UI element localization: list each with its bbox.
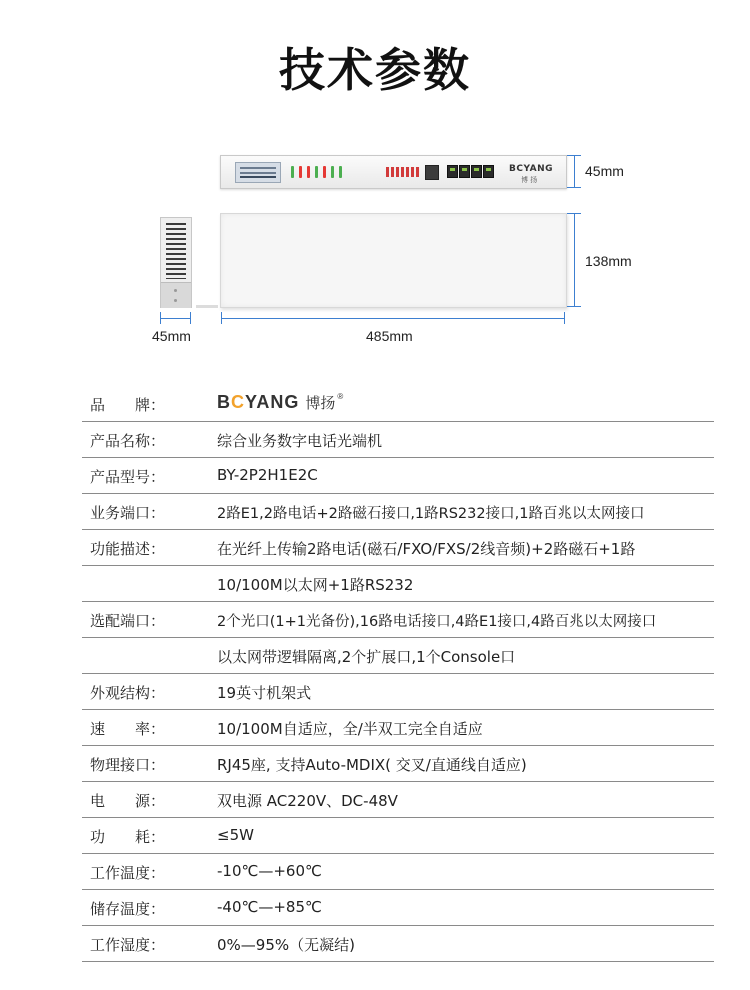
spec-label: 产品名称：: [90, 432, 166, 450]
spec-label: 速 率：: [90, 720, 166, 738]
spec-value: 19英寸机架式: [217, 684, 312, 702]
ethernet-port: [459, 165, 470, 178]
spec-row: [82, 926, 714, 962]
spec-row: [82, 890, 714, 926]
brand-logo: [217, 392, 344, 413]
device-top-view: [220, 213, 567, 308]
spec-row: [82, 566, 714, 602]
spec-value: 0%—95%（无凝结): [217, 936, 355, 954]
spec-label: 储存温度：: [90, 900, 166, 918]
spec-row: [82, 422, 714, 458]
spec-value: 10/100M以太网+1路RS232: [217, 576, 414, 594]
spec-value: 在光纤上传输2路电话(磁石/FXO/FXS/2线音频)+2路磁石+1路: [217, 540, 636, 558]
spec-value: -40℃—+85℃: [217, 898, 322, 916]
spec-label: 产品型号：: [90, 468, 166, 486]
spec-value: BY-2P2H1E2C: [217, 466, 318, 484]
spec-value: ≤5W: [217, 826, 254, 844]
spec-label: 外观结构：: [90, 684, 166, 702]
device-side-view: [160, 217, 192, 308]
spec-value: 10/100M自适应，全/半双工完全自适应: [217, 720, 483, 738]
spec-value: 综合业务数字电话光端机: [217, 432, 383, 450]
dimension-depth: 138mm: [585, 253, 632, 269]
spec-value: 以太网带逻辑隔离,2个扩展口,1个Console口: [217, 648, 516, 666]
dimension-line: [574, 213, 575, 307]
spec-value: 2个光口(1+1光备份),16路电话接口,4路E1接口,4路百兆以太网接口: [217, 614, 657, 630]
spec-row: [82, 674, 714, 710]
spec-row: [82, 458, 714, 494]
status-leds: [291, 162, 347, 182]
spec-label: 工作温度：: [90, 864, 166, 882]
ethernet-port: [483, 165, 494, 178]
panel-label-sticker: [235, 162, 281, 183]
spec-row: [82, 494, 714, 530]
spec-row: [82, 710, 714, 746]
spec-row: [82, 638, 714, 674]
spec-value: RJ45座, 支持Auto-MDIX( 交叉/直通线自适应): [217, 756, 527, 774]
dimension-line: [221, 318, 565, 319]
device-foot: [196, 305, 218, 308]
brand-logo-mark: C: [231, 392, 245, 412]
device-front-panel: [220, 155, 567, 189]
page-title: 技术参数: [279, 43, 471, 97]
spec-table: [82, 386, 714, 962]
spec-label: 功能描述：: [90, 540, 166, 558]
spec-row: [82, 602, 714, 638]
spec-row: [82, 530, 714, 566]
spec-row-brand: [82, 386, 714, 422]
spec-value: -10℃—+60℃: [217, 862, 322, 880]
spec-label: 业务端口：: [90, 504, 166, 522]
front-brand: BCYANG: [509, 164, 554, 174]
brand-logo-text: YANG: [245, 392, 300, 412]
dimension-line: [160, 318, 191, 319]
vent-grill: [166, 223, 186, 279]
registered-mark: ®: [337, 392, 345, 401]
brand-logo-cn: 博扬: [305, 394, 336, 412]
spec-value: 2路E1,2路电话+2路磁石接口,1路RS232接口,1路百兆以太网接口: [217, 506, 645, 522]
brand-logo-text: B: [217, 392, 231, 412]
dip-switch: [386, 167, 420, 177]
ethernet-port: [471, 165, 482, 178]
spec-value: 双电源 AC220V、DC-48V: [217, 792, 398, 810]
front-brand-cn: 博 扬: [521, 176, 538, 184]
spec-label: 工作湿度：: [90, 936, 166, 954]
spec-label: 品 牌：: [90, 396, 166, 414]
dimension-side-width: 45mm: [152, 328, 191, 344]
spec-label: 电 源：: [90, 792, 166, 810]
fiber-port: [425, 165, 439, 180]
spec-label: 选配端口：: [90, 612, 166, 630]
spec-row: [82, 782, 714, 818]
dimension-height: 45mm: [585, 163, 624, 179]
dimension-width: 485mm: [366, 328, 413, 344]
spec-label: 物理接口：: [90, 756, 166, 774]
spec-row: [82, 818, 714, 854]
spec-label: 功 耗：: [90, 828, 166, 846]
dimension-line: [574, 155, 575, 188]
ethernet-port: [447, 165, 458, 178]
spec-row: [82, 854, 714, 890]
spec-row: [82, 746, 714, 782]
rack-ear: [161, 282, 191, 308]
